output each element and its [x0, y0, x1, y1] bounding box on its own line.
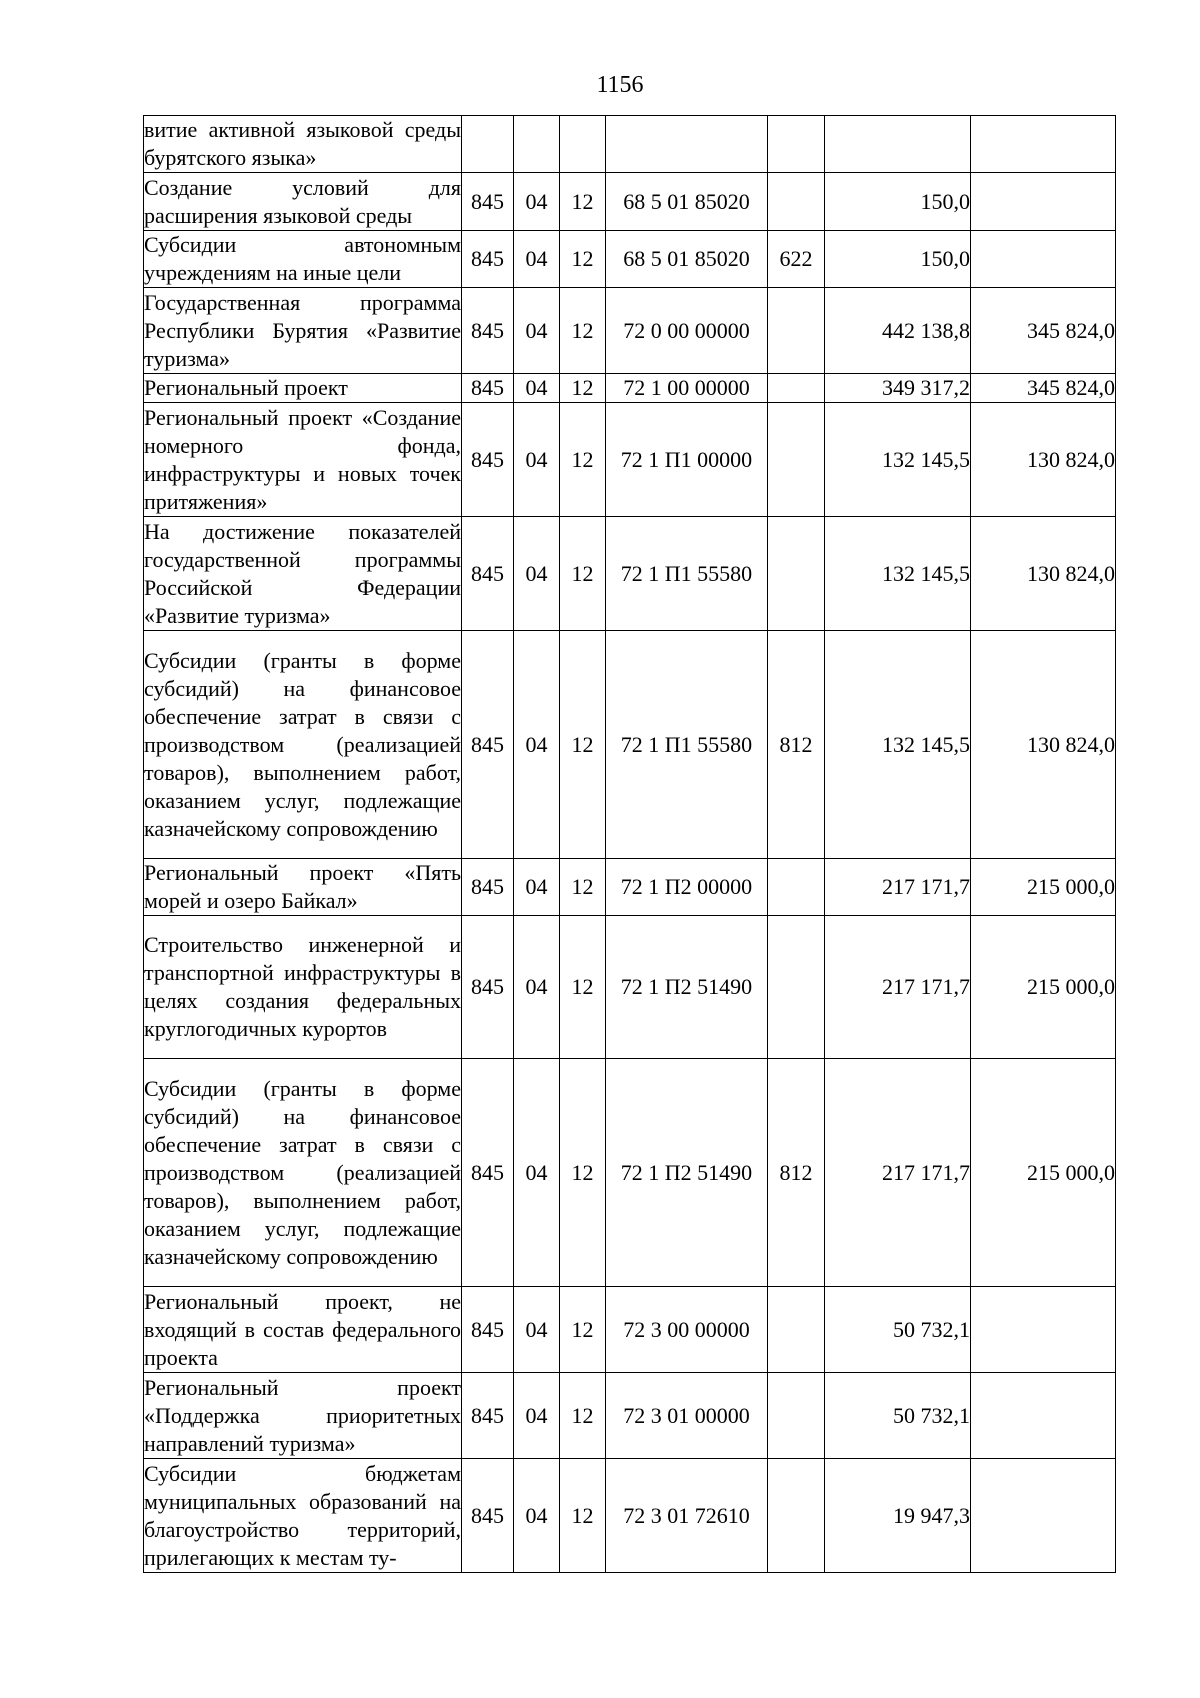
expense-type-code — [768, 916, 825, 1059]
section-code: 04 — [514, 1459, 560, 1573]
section-code: 04 — [514, 631, 560, 859]
target-article-code: 72 3 01 72610 — [606, 1459, 768, 1573]
row-name: Создание условий для расширения языковой среды — [144, 173, 462, 231]
budget-table — [143, 115, 1116, 1573]
row-name: Региональный проект «Создание номерного фонда, инфраструктуры и новых точек притяжения» — [144, 403, 462, 517]
ministry-code — [462, 116, 514, 173]
row-name: Региональный проект «Поддержка приоритетных направлений туризма» — [144, 1373, 462, 1459]
section-code: 04 — [514, 288, 560, 374]
subsection-code: 12 — [560, 916, 606, 1059]
ministry-code: 845 — [462, 374, 514, 403]
ministry-code: 845 — [462, 231, 514, 288]
amount-first: 132 145,5 — [825, 403, 971, 517]
subsection-code: 12 — [560, 173, 606, 231]
amount-second — [971, 116, 1116, 173]
row-name: На достижение показателей государственной программы Российской Федерации «Развитие туризма» — [144, 517, 462, 631]
ministry-code: 845 — [462, 173, 514, 231]
ministry-code: 845 — [462, 916, 514, 1059]
amount-second — [971, 1287, 1116, 1373]
subsection-code: 12 — [560, 1459, 606, 1573]
amount-first: 132 145,5 — [825, 517, 971, 631]
row-name: Субсидии (гранты в форме субсидий) на финансовое обеспечение затрат в связи с производством (реализацией товаров), выполнением работ, оказанием услуг, подлежащие казначейскому сопровождению — [144, 1059, 462, 1287]
section-code: 04 — [514, 1373, 560, 1459]
expense-type-code: 812 — [768, 631, 825, 859]
target-article-code: 68 5 01 85020 — [606, 231, 768, 288]
subsection-code: 12 — [560, 231, 606, 288]
amount-first: 132 145,5 — [825, 631, 971, 859]
amount-second: 130 824,0 — [971, 403, 1116, 517]
amount-second — [971, 1373, 1116, 1459]
ministry-code: 845 — [462, 288, 514, 374]
row-name: Субсидии (гранты в форме субсидий) на финансовое обеспечение затрат в связи с производством (реализацией товаров), выполнением работ, оказанием услуг, подлежащие казначейскому сопровождению — [144, 631, 462, 859]
page-number: 1156 — [596, 72, 644, 98]
target-article-code — [606, 116, 768, 173]
table-row — [144, 288, 1116, 374]
amount-first: 50 732,1 — [825, 1287, 971, 1373]
row-name: Региональный проект, не входящий в состав федерального проекта — [144, 1287, 462, 1373]
section-code: 04 — [514, 916, 560, 1059]
target-article-code: 72 1 П1 55580 — [606, 631, 768, 859]
amount-first: 217 171,7 — [825, 859, 971, 916]
section-code: 04 — [514, 173, 560, 231]
target-article-code: 72 1 П2 51490 — [606, 1059, 768, 1287]
amount-first: 19 947,3 — [825, 1459, 971, 1573]
amount-second — [971, 1459, 1116, 1573]
table-row — [144, 116, 1116, 173]
row-name: Региональный проект — [144, 374, 462, 403]
target-article-code: 72 3 00 00000 — [606, 1287, 768, 1373]
subsection-code: 12 — [560, 403, 606, 517]
expense-type-code — [768, 288, 825, 374]
table-row — [144, 1459, 1116, 1573]
row-name: Строительство инженерной и транспортной инфраструктуры в целях создания федеральных круглогодичных курортов — [144, 916, 462, 1059]
target-article-code: 72 1 00 00000 — [606, 374, 768, 403]
expense-type-code — [768, 116, 825, 173]
ministry-code: 845 — [462, 403, 514, 517]
amount-second: 345 824,0 — [971, 374, 1116, 403]
subsection-code: 12 — [560, 517, 606, 631]
section-code — [514, 116, 560, 173]
row-name: Субсидии автономным учреждениям на иные цели — [144, 231, 462, 288]
table-row — [144, 859, 1116, 916]
amount-first: 442 138,8 — [825, 288, 971, 374]
table-row — [144, 631, 1116, 859]
amount-second: 130 824,0 — [971, 631, 1116, 859]
ministry-code: 845 — [462, 631, 514, 859]
subsection-code: 12 — [560, 288, 606, 374]
section-code: 04 — [514, 1059, 560, 1287]
expense-type-code — [768, 1287, 825, 1373]
subsection-code: 12 — [560, 631, 606, 859]
ministry-code: 845 — [462, 1459, 514, 1573]
row-name: Субсидии бюджетам муниципальных образований на благоустройство территорий, прилегающих к местам ту- — [144, 1459, 462, 1573]
amount-second: 215 000,0 — [971, 1059, 1116, 1287]
table-row — [144, 231, 1116, 288]
target-article-code: 72 1 П1 00000 — [606, 403, 768, 517]
expense-type-code — [768, 403, 825, 517]
amount-second: 345 824,0 — [971, 288, 1116, 374]
amount-second: 130 824,0 — [971, 517, 1116, 631]
amount-second: 215 000,0 — [971, 859, 1116, 916]
expense-type-code — [768, 374, 825, 403]
table-row — [144, 1287, 1116, 1373]
subsection-code: 12 — [560, 1373, 606, 1459]
target-article-code: 72 1 П2 00000 — [606, 859, 768, 916]
target-article-code: 72 1 П1 55580 — [606, 517, 768, 631]
ministry-code: 845 — [462, 1373, 514, 1459]
section-code: 04 — [514, 1287, 560, 1373]
section-code: 04 — [514, 403, 560, 517]
ministry-code: 845 — [462, 517, 514, 631]
subsection-code: 12 — [560, 1059, 606, 1287]
table-row — [144, 403, 1116, 517]
target-article-code: 72 0 00 00000 — [606, 288, 768, 374]
ministry-code: 845 — [462, 1059, 514, 1287]
amount-second — [971, 173, 1116, 231]
ministry-code: 845 — [462, 1287, 514, 1373]
target-article-code: 68 5 01 85020 — [606, 173, 768, 231]
amount-second — [971, 231, 1116, 288]
amount-first: 349 317,2 — [825, 374, 971, 403]
table-row — [144, 1373, 1116, 1459]
expense-type-code: 622 — [768, 231, 825, 288]
table-row — [144, 916, 1116, 1059]
expense-type-code — [768, 859, 825, 916]
expense-type-code: 812 — [768, 1059, 825, 1287]
subsection-code: 12 — [560, 859, 606, 916]
amount-second: 215 000,0 — [971, 916, 1116, 1059]
row-name: Государственная программа Республики Бурятия «Развитие туризма» — [144, 288, 462, 374]
section-code: 04 — [514, 374, 560, 403]
amount-first — [825, 116, 971, 173]
subsection-code: 12 — [560, 1287, 606, 1373]
table-row — [144, 374, 1116, 403]
table-row — [144, 1059, 1116, 1287]
amount-first: 217 171,7 — [825, 916, 971, 1059]
section-code: 04 — [514, 517, 560, 631]
table-row — [144, 517, 1116, 631]
expense-type-code — [768, 173, 825, 231]
expense-type-code — [768, 1459, 825, 1573]
subsection-code — [560, 116, 606, 173]
section-code: 04 — [514, 231, 560, 288]
row-name: Региональный проект «Пять морей и озеро Байкал» — [144, 859, 462, 916]
target-article-code: 72 3 01 00000 — [606, 1373, 768, 1459]
amount-first: 150,0 — [825, 173, 971, 231]
section-code: 04 — [514, 859, 560, 916]
amount-first: 50 732,1 — [825, 1373, 971, 1459]
row-name: витие активной языковой среды бурятского языка» — [144, 116, 462, 173]
expense-type-code — [768, 1373, 825, 1459]
expense-type-code — [768, 517, 825, 631]
amount-first: 150,0 — [825, 231, 971, 288]
amount-first: 217 171,7 — [825, 1059, 971, 1287]
table-row — [144, 173, 1116, 231]
subsection-code: 12 — [560, 374, 606, 403]
target-article-code: 72 1 П2 51490 — [606, 916, 768, 1059]
ministry-code: 845 — [462, 859, 514, 916]
